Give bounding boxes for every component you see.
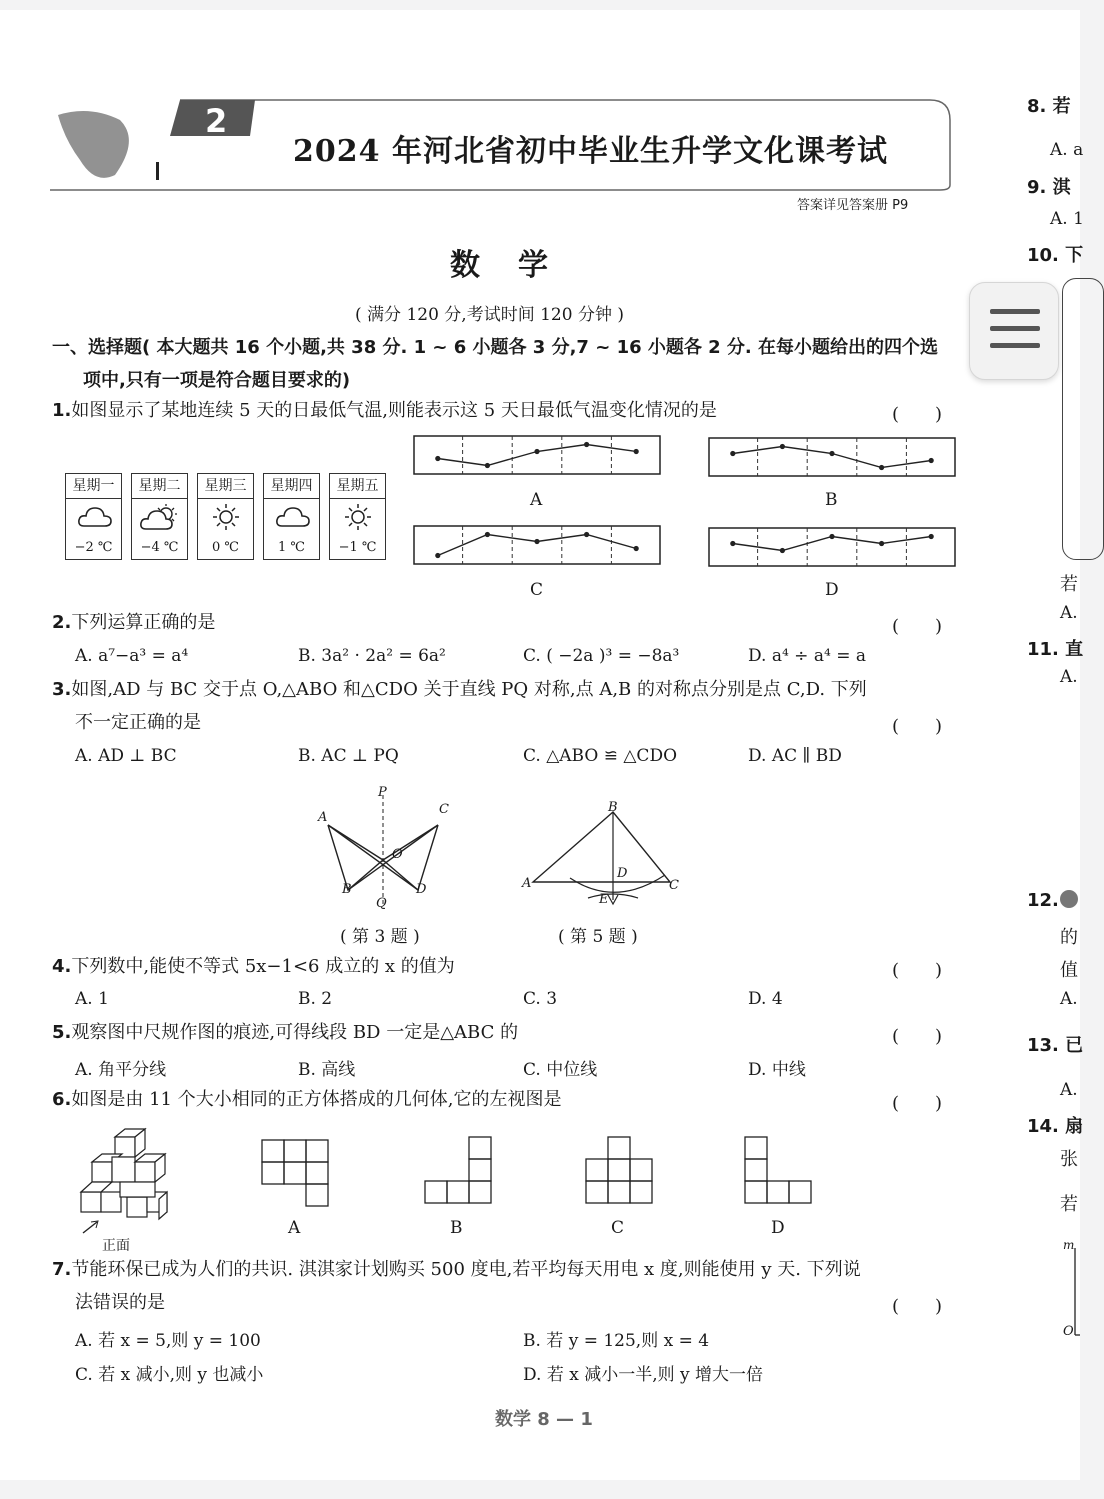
chart-point [730, 541, 735, 546]
question-7: 7.节能环保已成为人们的共识. 淇淇家计划购买 500 度电,若平均每天用电 x 度,则能使用 y 天. 下列说 [52, 1259, 861, 1280]
chart-point [435, 553, 440, 558]
view-label-a: A [288, 1218, 301, 1238]
chart-point [584, 442, 589, 447]
chart-point [929, 534, 934, 539]
sun-icon [211, 502, 241, 532]
view-label-c: C [611, 1218, 625, 1238]
next-page-q9: 9. 淇 [1027, 177, 1071, 198]
q2-option-c[interactable]: C. ( −2a )³ = −8a³ [523, 646, 680, 666]
chart-label-b: B [825, 490, 838, 510]
answer-blank-1[interactable]: ( ) [892, 404, 943, 425]
label-d: D [416, 882, 427, 897]
sun-icon [343, 502, 373, 532]
q7-option-c[interactable]: C. 若 x 减小,则 y 也减小 [75, 1365, 264, 1385]
label-c: C [669, 878, 679, 893]
exam-page [0, 10, 1084, 1480]
answer-blank-5[interactable]: ( ) [892, 1026, 943, 1047]
star-badge-icon [1060, 890, 1078, 908]
figure-5-caption: ( 第 5 题 ) [558, 927, 638, 947]
q3-option-d[interactable]: D. AC ∥ BD [748, 746, 842, 766]
next-page-q9a: A. 1 [1050, 209, 1084, 229]
chart-point [780, 548, 785, 553]
view-option-c [583, 1135, 655, 1207]
next-page-q13: 13. 已 [1027, 1035, 1084, 1056]
chart-point [534, 539, 539, 544]
view-label-d: D [771, 1218, 785, 1238]
q4-option-a[interactable]: A. 1 [75, 989, 109, 1009]
answer-blank-4[interactable]: ( ) [892, 960, 943, 981]
option-chart-a [413, 435, 661, 475]
next-page-q12a: A. [1060, 989, 1078, 1009]
figure-3-caption: ( 第 3 题 ) [340, 927, 420, 947]
next-page-q14: 14. 扇 [1027, 1116, 1084, 1137]
q7-option-a[interactable]: A. 若 x = 5,则 y = 100 [75, 1331, 261, 1351]
q4-option-c[interactable]: C. 3 [523, 989, 558, 1009]
chart-point [879, 541, 884, 546]
cloud-icon [78, 504, 112, 530]
next-page-q12b: 的 [1060, 927, 1078, 948]
next-page-q13a: A. [1060, 1080, 1078, 1100]
chart-label-a: A [530, 490, 543, 510]
q5-option-d[interactable]: D. 中线 [748, 1060, 806, 1080]
answer-blank-3[interactable]: ( ) [892, 716, 943, 737]
chart-point [829, 534, 834, 539]
question-5: 5.观察图中尺规作图的痕迹,可得线段 BD 一定是△ABC 的 [52, 1022, 519, 1043]
question-3-cont: 不一定正确的是 [75, 712, 201, 733]
label-e: E [599, 892, 609, 907]
chart-point [485, 463, 490, 468]
q2-option-a[interactable]: A. a⁷−a³ = a⁴ [75, 646, 189, 666]
chart-point [634, 546, 639, 551]
day-card: 星期五 −1 ℃ [329, 473, 386, 560]
next-page-q10: 10. 下 [1027, 245, 1084, 266]
label-p: P [378, 785, 387, 800]
answer-blank-7[interactable]: ( ) [892, 1296, 943, 1317]
next-page-q11: 11. 直 [1027, 639, 1084, 660]
label-a: A [522, 876, 532, 891]
label-d: D [617, 866, 628, 881]
q3-option-b[interactable]: B. AC ⊥ PQ [298, 746, 399, 766]
chart-label-d: D [825, 580, 839, 600]
day-card: 星期四 1 ℃ [263, 473, 320, 560]
option-chart-c [413, 525, 661, 565]
label-q: Q [376, 896, 387, 911]
label-b: B [608, 800, 618, 815]
next-page-q12c: 值 [1060, 960, 1078, 981]
option-chart-d [708, 527, 956, 567]
day-card: 星期二 −4 ℃ [131, 473, 188, 560]
axis-m-label: m [1063, 1238, 1075, 1252]
q5-option-c[interactable]: C. 中位线 [523, 1060, 598, 1080]
next-page-q8: 8. 若 [1027, 96, 1071, 117]
view-option-a [260, 1138, 332, 1208]
question-2: 2.下列运算正确的是 [52, 612, 216, 633]
chart-label-c: C [530, 580, 544, 600]
chart-point [730, 451, 735, 456]
chart-point [780, 444, 785, 449]
chart-point [929, 458, 934, 463]
next-page-figure-frame [1062, 278, 1104, 560]
chart-point [829, 451, 834, 456]
chart-frame [709, 528, 955, 566]
next-page-q12: 12. [1027, 890, 1059, 911]
answer-blank-6[interactable]: ( ) [892, 1093, 943, 1114]
question-6: 6.如图是由 11 个大小相同的正方体搭成的几何体,它的左视图是 [52, 1089, 562, 1110]
section-heading-cont: 项中,只有一项是符合题目要求的) [83, 370, 351, 391]
front-label: 正面 [102, 1238, 130, 1254]
question-4: 4.下列数中,能使不等式 5x−1<6 成立的 x 的值为 [52, 956, 455, 977]
cloud-icon [276, 504, 310, 530]
chart-point [584, 532, 589, 537]
next-page-q8a: A. a [1050, 140, 1084, 160]
q2-option-d[interactable]: D. a⁴ ÷ a⁴ = a [748, 646, 866, 666]
q4-option-b[interactable]: B. 2 [298, 989, 333, 1009]
hamburger-icon [990, 309, 1040, 353]
view-option-b [422, 1135, 494, 1207]
view-option-d [743, 1135, 815, 1207]
chart-point [634, 449, 639, 454]
chart-point [435, 456, 440, 461]
label-b: B [342, 882, 352, 897]
page-footer: 数学 8 — 1 [495, 1409, 593, 1430]
menu-button[interactable] [969, 282, 1059, 380]
label-a: A [318, 810, 328, 825]
option-chart-b [708, 437, 956, 477]
torn-corner-shape [58, 111, 129, 178]
next-page-q10b: 若 [1060, 574, 1078, 595]
q2-option-b[interactable]: B. 3a² · 2a² = 6a² [298, 646, 446, 666]
question-3: 3.如图,AD 与 BC 交于点 O,△ABO 和△CDO 关于直线 PQ 对称,点 A,B 的对称点分别是点 C,D. 下列 [52, 679, 867, 700]
next-page-q11a: A. [1060, 667, 1078, 687]
day-card: 星期三 0 ℃ [197, 473, 254, 560]
cube-stack-figure [75, 1125, 175, 1235]
exam-info: ( 满分 120 分,考试时间 120 分钟 ) [355, 305, 624, 325]
q5-option-a[interactable]: A. 角平分线 [75, 1060, 167, 1080]
chart-point [534, 449, 539, 454]
q3-option-c[interactable]: C. △ABO ≌ △CDO [523, 746, 678, 766]
view-label-b: B [450, 1218, 463, 1238]
exam-title: 2024 年河北省初中毕业生升学文化课考试 [293, 134, 888, 169]
subject-title: 数 学 [450, 248, 552, 283]
next-page-q10a: A. [1060, 603, 1078, 623]
chart-frame [414, 436, 660, 474]
q5-option-b[interactable]: B. 高线 [298, 1060, 356, 1080]
label-o: O [392, 847, 403, 862]
day-card: 星期一 −2 ℃ [65, 473, 122, 560]
next-page-q14b: 张 [1060, 1149, 1078, 1170]
section-heading: 一、选择题( 本大题共 16 个小题,共 38 分. 1 ~ 6 小题各 3 分,7 ~ 16 小题各 2 分. 在每小题给出的四个选 [52, 337, 939, 358]
chart-point [485, 532, 490, 537]
answer-blank-2[interactable]: ( ) [892, 616, 943, 637]
question-1: 1.如图显示了某地连续 5 天的日最低气温,则能表示这 5 天日最低气温变化情况的是 [52, 400, 717, 421]
q3-option-a[interactable]: A. AD ⊥ BC [75, 746, 177, 766]
q7-option-d[interactable]: D. 若 x 减小一半,则 y 增大一倍 [523, 1365, 764, 1385]
answer-reference: 答案详见答案册 P9 [797, 198, 909, 213]
q7-option-b[interactable]: B. 若 y = 125,则 x = 4 [523, 1331, 710, 1351]
paper-number: 2 [205, 102, 228, 140]
label-c: C [439, 802, 449, 817]
chart-frame [709, 438, 955, 476]
next-page-q14c: 若 [1060, 1194, 1078, 1215]
axis-o-label: O [1063, 1324, 1074, 1339]
q4-option-d[interactable]: D. 4 [748, 989, 783, 1009]
chart-point [879, 465, 884, 470]
question-7-cont: 法错误的是 [75, 1292, 165, 1313]
partly-cloudy-icon [140, 502, 182, 532]
